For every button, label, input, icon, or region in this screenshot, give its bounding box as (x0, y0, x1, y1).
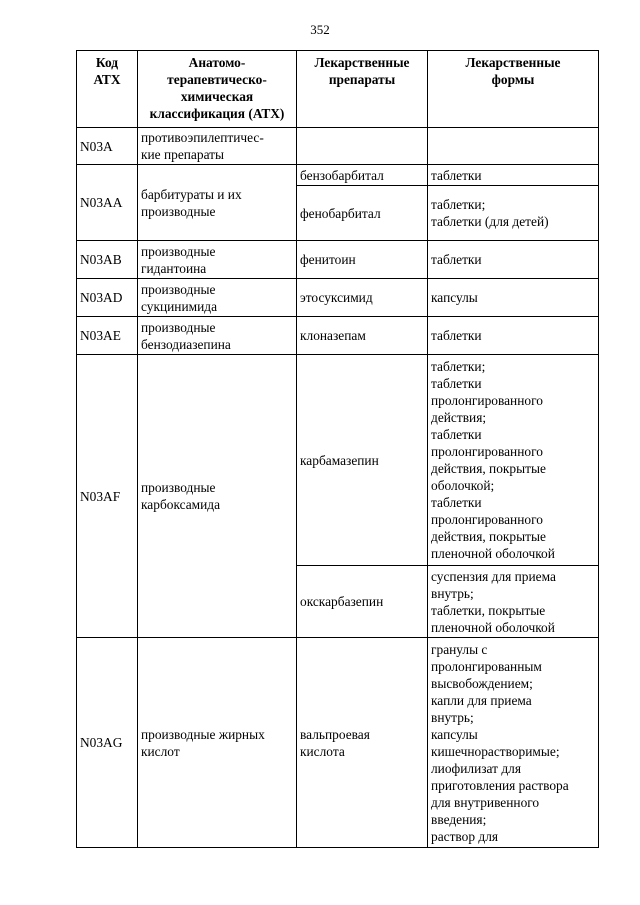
classification-cell: противоэпилептичес- кие препараты (138, 128, 297, 165)
table-row-n03ag (77, 638, 599, 848)
atc-code-cell: N03A (77, 128, 138, 165)
header-classification: Анатомо- терапевтическо- химическая классификация (АТХ) (138, 51, 297, 128)
table-row-n03a (77, 128, 599, 165)
header-drugs: Лекарственные препараты (297, 51, 428, 128)
forms-cell: таблетки; таблетки пролонгированного действия; таблетки пролонгированного действия, покрытые оболочкой; таблетки пролонгированного действия, покрытые пленочной оболочкой (428, 355, 599, 566)
classification-cell: производные гидантоина (138, 241, 297, 279)
table-header-row (77, 51, 599, 128)
forms-cell: капсулы (428, 279, 599, 317)
drug-cell: клоназепам (297, 317, 428, 355)
drug-cell: фенобарбитал (297, 186, 428, 241)
page-number: 352 (310, 22, 330, 37)
drug-cell: фенитоин (297, 241, 428, 279)
classification-cell: производные бензодиазепина (138, 317, 297, 355)
atc-code-cell: N03AB (77, 241, 138, 279)
table-row-n03ad (77, 279, 599, 317)
drug-cell: бензобарбитал (297, 165, 428, 186)
table-row-n03aa (77, 165, 599, 186)
forms-cell: гранулы с пролонгированным высвобождением; капли для приема внутрь; капсулы кишечнорастворимые; лиофилизат для приготовления раствора для внутривенного введения; раствор для (428, 638, 599, 848)
table-row-n03ab (77, 241, 599, 279)
atc-code-cell: N03AF (77, 355, 138, 638)
forms-cell: таблетки (428, 317, 599, 355)
drug-cell: этосуксимид (297, 279, 428, 317)
atc-code-cell: N03AE (77, 317, 138, 355)
table-row-n03af (77, 355, 599, 566)
atc-drug-table (76, 50, 599, 848)
classification-cell: производные сукцинимида (138, 279, 297, 317)
forms-cell: таблетки (428, 241, 599, 279)
atc-code-cell: N03AG (77, 638, 138, 848)
classification-cell: производные жирных кислот (138, 638, 297, 848)
header-forms: Лекарственные формы (428, 51, 599, 128)
forms-cell: таблетки; таблетки (для детей) (428, 186, 599, 241)
drug-cell: вальпроевая кислота (297, 638, 428, 848)
classification-cell: производные карбоксамида (138, 355, 297, 638)
classification-cell: барбитураты и их производные (138, 165, 297, 241)
atc-code-cell: N03AD (77, 279, 138, 317)
forms-cell: суспензия для приема внутрь; таблетки, покрытые пленочной оболочкой (428, 566, 599, 638)
forms-cell: таблетки (428, 165, 599, 186)
drug-cell: окскарбазепин (297, 566, 428, 638)
drug-cell (297, 128, 428, 165)
header-code: Код АТХ (77, 51, 138, 128)
atc-code-cell: N03AA (77, 165, 138, 241)
table-row-n03ae (77, 317, 599, 355)
forms-cell (428, 128, 599, 165)
drug-cell: карбамазепин (297, 355, 428, 566)
